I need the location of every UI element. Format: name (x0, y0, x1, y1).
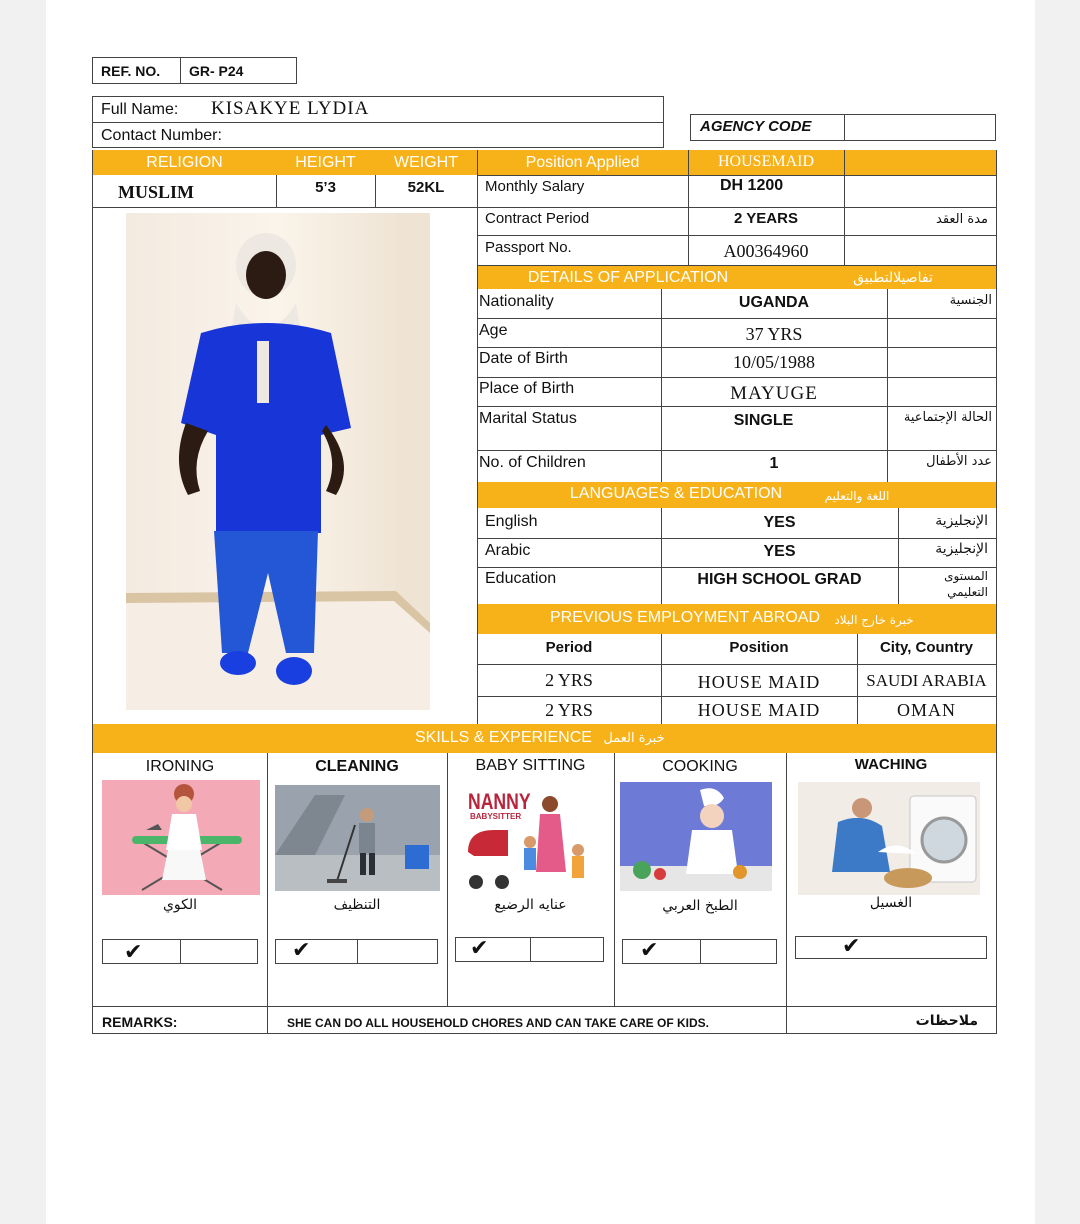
skill-label: IRONING (145, 758, 215, 775)
position-value: HOUSEMAID (718, 153, 814, 170)
detail-label: Nationality (479, 293, 554, 310)
details-bar-en: DETAILS OF APPLICATION (527, 269, 729, 286)
skill-label: BABY SITTING (475, 757, 586, 774)
salary-label: Monthly Salary (485, 178, 585, 195)
remarks-label: REMARKS: (102, 1014, 178, 1030)
detail-value: UGANDA (738, 294, 810, 311)
language-ar: المستوى التعليمي (944, 569, 988, 599)
detail-label: Marital Status (479, 410, 577, 427)
contract-value: 2 YEARS (734, 210, 798, 227)
location-header: City, Country (879, 639, 974, 656)
employment-location: SAUDI ARABIA (866, 671, 987, 690)
check-icon: ✔ (292, 938, 311, 963)
remarks-value: SHE CAN DO ALL HOUSEHOLD CHORES AND CAN TAKE CARE OF KIDS. (287, 1016, 710, 1030)
detail-ar: الجنسية (949, 293, 992, 308)
cooking-image (620, 782, 772, 891)
detail-label: Age (479, 322, 508, 339)
detail-ar: الحالة الإجتماعية (903, 410, 992, 425)
passport-label: Passport No. (485, 239, 572, 256)
skill-label: CLEANING (315, 758, 399, 775)
ref-label: REF. NO. (101, 63, 161, 79)
detail-label: Date of Birth (479, 350, 568, 367)
languages-bar-en: LANGUAGES & EDUCATION (569, 485, 783, 502)
skills-bar-ar: خبرة العمل (603, 731, 665, 746)
nanny-logo: NANNY (468, 789, 531, 814)
detail-value: MAYUGE (730, 383, 818, 404)
language-value: YES (763, 514, 796, 531)
detail-value: SINGLE (733, 412, 794, 429)
contact-label: Contact Number: (101, 127, 222, 144)
language-label: English (485, 513, 538, 530)
position-header: Position Applied (525, 154, 640, 171)
skill-ar: الكوي (162, 897, 198, 913)
candidate-photo (126, 213, 430, 710)
ironing-image (102, 780, 260, 895)
full-name: KISAKYE LYDIA (211, 98, 370, 119)
detail-label: No. of Children (479, 454, 586, 471)
employment-bar-en: PREVIOUS EMPLOYMENT ABROAD (550, 609, 820, 626)
skill-ar: الطبخ العربي (662, 898, 738, 914)
employment-period: 2 YRS (545, 670, 593, 690)
weight-header: WEIGHT (394, 154, 458, 171)
height-value: 5’3 (315, 179, 336, 196)
details-bar-ar: تفاصيلالتطبيق (853, 270, 933, 286)
washing-image (798, 782, 980, 895)
detail-ar: عدد الأطفال (926, 454, 992, 469)
skills-bar-en: SKILLS & EXPERIENCE (415, 729, 592, 746)
passport-value: A00364960 (723, 241, 809, 261)
baby-sitting-image (460, 782, 600, 894)
skill-ar: الغسيل (869, 895, 913, 911)
check-icon: ✔ (640, 938, 659, 963)
language-label: Education (485, 570, 557, 587)
check-icon: ✔ (124, 940, 143, 965)
employment-location: OMAN (896, 700, 956, 720)
period-header: Period (545, 639, 593, 656)
nanny-logo-sub: BABYSITTER (470, 812, 522, 821)
language-ar: الإنجليزية (935, 541, 988, 557)
religion-header: RELIGION (146, 154, 223, 171)
detail-label: Place of Birth (479, 380, 575, 397)
skill-label: COOKING (662, 758, 738, 775)
contract-label: Contract Period (485, 210, 590, 227)
detail-value: 10/05/1988 (732, 352, 815, 372)
languages-bar-ar: اللغة والتعليم (824, 489, 890, 503)
position-col-header: Position (729, 639, 789, 656)
language-value: HIGH SCHOOL GRAD (697, 571, 862, 588)
ref-value: GR- P24 (189, 63, 244, 79)
skill-ar: التنظيف (333, 897, 381, 913)
remarks-ar: ملاحظات (915, 1013, 978, 1029)
skill-ar: عنايه الرضيع (494, 897, 567, 913)
detail-value: 1 (769, 455, 779, 472)
employment-period: 2 YRS (545, 700, 593, 720)
weight-value: 52KL (407, 179, 445, 196)
religion-value: MUSLIM (118, 182, 194, 202)
cleaning-image (275, 785, 440, 891)
detail-value: 37 YRS (745, 324, 803, 344)
check-icon: ✔ (842, 934, 861, 959)
height-header: HEIGHT (295, 154, 356, 171)
salary-value: DH 1200 (720, 177, 784, 194)
full-name-label: Full Name: (101, 101, 179, 118)
agency-code-label: AGENCY CODE (700, 118, 812, 135)
contract-ar: مدة العقد (936, 212, 988, 227)
employment-position: HOUSE MAID (697, 700, 821, 720)
language-value: YES (763, 543, 796, 560)
employment-bar-ar: خبرة خارج البلاد (834, 613, 914, 627)
language-label: Arabic (485, 542, 531, 559)
skill-check-box[interactable] (795, 936, 987, 959)
check-icon: ✔ (470, 936, 489, 961)
language-ar: الإنجليزية (935, 513, 988, 529)
skill-label: WACHING (854, 756, 928, 773)
employment-position: HOUSE MAID (697, 672, 821, 692)
